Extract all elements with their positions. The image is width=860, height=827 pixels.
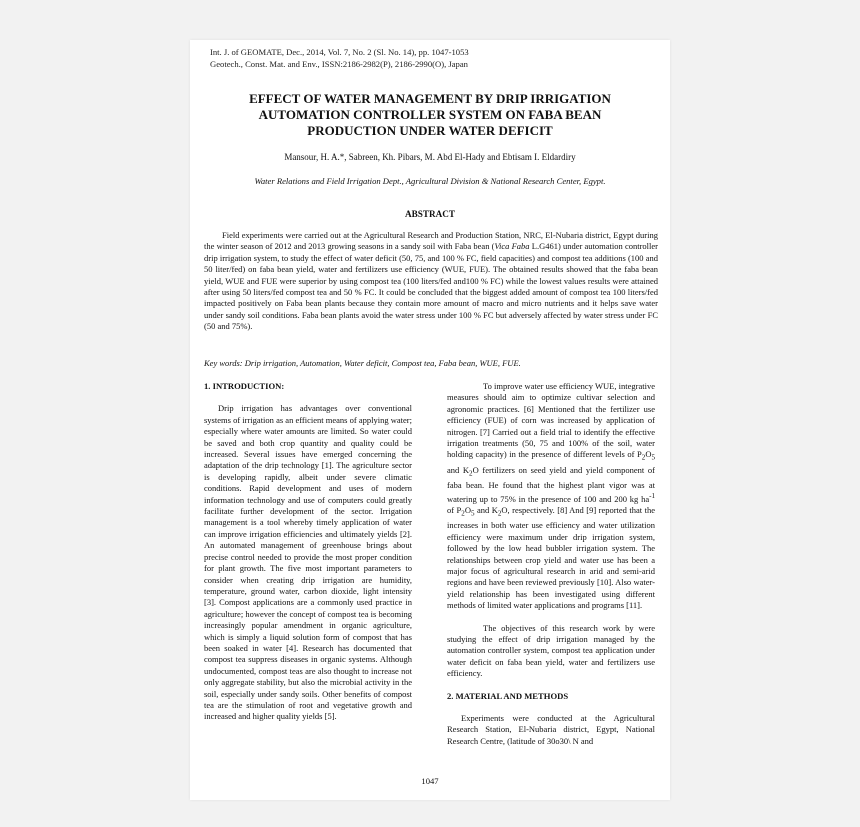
p2-and-k: and K bbox=[447, 464, 470, 475]
p2-sub-2: 2 bbox=[641, 454, 646, 463]
abstract-text-b: L.G461) under automation controller drip irrigation system, to study the effect of water deficit (50, 75, and 100 % FC, field capacities) and compost tea additions (100 and 50 liter/fed) on faba bean yield, water and fertilizers use efficiency (WUE, FUE). The obtained results showed that the faba bean yield, WUE and FUE were superior by using compost tea (100 liters/fed and100 % FC) while the lowest values results were attained after using 50 liters/fed compost tea and 50 % FC. It could be concluded that the biggest added amount of compost tea 100 liters/fed impacted positively on Faba bean plants because they contain more amount of macro and micro nutrients and it helps save water under sandy soil conditions. Faba bean plants avoid the water stress under 100 % FC but adversely affected by water stress under FC (50 and 75%). bbox=[204, 241, 658, 332]
journal-line-2: Geotech., Const. Mat. and Env., ISSN:2186-2982(P), 2186-2990(O), Japan bbox=[210, 59, 468, 69]
p2-sub-2b: 2 bbox=[469, 469, 473, 478]
paper-title bbox=[190, 91, 670, 139]
p2-text-b: fertilizers on seed yield and yield component of faba bean. He found that the highest plant vigor was at watering up to 75% in the presence of 100 and 200 kg ha bbox=[447, 464, 656, 504]
p2-sub-5b: 5 bbox=[470, 509, 475, 518]
intro-paragraph-3: The objectives of this research work by were studying the effect of drip irrigation managed by the automation controller system, compost tea application under water deficit on faba bean yield, water and fertilizers use efficiency. bbox=[447, 622, 655, 679]
author-list: Mansour, H. A.*, Sabreen, Kh. Pibars, M. Abd El-Hady and Ebtisam I. Eldardiry bbox=[284, 152, 576, 162]
p2-sub-2c: 2 bbox=[461, 509, 465, 518]
intro-paragraph-2 bbox=[447, 381, 655, 612]
p2-text-c: of P bbox=[447, 505, 462, 516]
methods-heading: 2. MATERIAL AND METHODS bbox=[447, 690, 569, 701]
p2-o-5b: O bbox=[464, 505, 471, 516]
p2-sub-5: 5 bbox=[651, 454, 655, 463]
page-number: 1047 bbox=[421, 776, 439, 786]
p2-text-e: O, respectively. [8] And [9] reported that the increases in both water use efficiency and water utilization efficiency were maximum under drip irrigation system, followed by the low head bubbler irrigation system. The relationships between crop yield and water use has been a major focus of agricultural research in arid and semi-arid regions and have been reviewed previously [10]. Also water-yield relationship has been investigated using different methods of limited water applications and programs [11]. bbox=[447, 505, 655, 611]
intro-paragraph-1: Drip irrigation has advantages over conventional systems of irrigation as an efficient means of applying water; especially where water amounts are limited. So water could be saved and both crop quantity and quality could be increased. Several issues have emerged concerning the adaptation of the drip technology [1]. The agriculture sector is developing rapidly, albeit under severe climatic conditions. Rapid development and uses of modern information technology and use of computers could greatly facilitate further development of the sector. Irrigation management is a tool whereby timely application of water can improve irrigation efficiencies and ultimately yields [2]. An automated management of greenhouse brings about precise control needed to provide the most proper condition for plant growth. The five most important parameters to consider when creating drip irrigation are humidity, temperature, ground water, carbon dioxide, light intensity [3]. Compost applications are a commonly used practice in agriculture; however the concept of compost tea is becoming increasingly popular amendment in organic agriculture, which is simply a liquid solution form of compost that has been soaked in water [4]. Research has documented that compost tea suppress diseases in organic systems. Although undocumented, compost teas are also thought to increase not only aggregate stability, but also the microbial activity in the soil, especially under sandy soils. Other benefits of compost tea are the stimulation of root and vegetative growth and increased and higher quality yields [5]. bbox=[204, 403, 412, 722]
title-line-3: PRODUCTION UNDER WATER DEFICIT bbox=[307, 123, 553, 138]
journal-line-1: Int. J. of GEOMATE, Dec., 2014, Vol. 7, No. 2 (Sl. No. 14), pp. 1047-1053 bbox=[210, 47, 469, 57]
column-left bbox=[204, 381, 412, 734]
abstract-heading: ABSTRACT bbox=[404, 209, 456, 219]
p2-o: O bbox=[472, 464, 479, 475]
column-right bbox=[447, 381, 655, 758]
p2-text-a: To improve water use efficiency WUE, integrative measures should aim to optimize cultivar selection and agronomic practices. [6] Mentioned that the fertilizer use efficiency (FUE) of corn was increased by application of nitrogen. [7] Carried out a field trial to identify the effective irrigation treatments (50, 75 and 100% of the soil, water holding capacity) in the presence of different levels of P bbox=[447, 381, 655, 460]
keywords: Key words: Drip irrigation, Automation, Water deficit, Compost tea, Faba bean, WUE, FUE. bbox=[204, 358, 521, 368]
p2-sub-2d: 2 bbox=[497, 509, 502, 518]
p2-sup: -1 bbox=[649, 492, 655, 501]
abstract-species: Vica Faba bbox=[494, 241, 530, 252]
title-line-2: AUTOMATION CONTROLLER SYSTEM ON FABA BEAN bbox=[258, 107, 602, 122]
paper-page bbox=[190, 40, 670, 800]
p2-text-d: and K bbox=[474, 505, 498, 516]
abstract-body bbox=[204, 230, 658, 333]
p2-o-5: O bbox=[645, 449, 652, 460]
abstract-text-a: Field experiments were carried out at the Agricultural Research and Production Station, NRC, El-Nubaria district, Egypt during the winter season of 2012 and 2013 growing seasons in a sandy soil with Faba bean ( bbox=[204, 230, 658, 252]
title-line-1: EFFECT OF WATER MANAGEMENT BY DRIP IRRIGATION bbox=[249, 91, 611, 106]
intro-heading: 1. INTRODUCTION: bbox=[204, 381, 285, 391]
journal-header bbox=[210, 46, 469, 70]
methods-paragraph-1: Experiments were conducted at the Agricultural Research Station, El-Nubaria district, Egypt, National Research Centre, (latitude of 30o30\ N and bbox=[447, 713, 655, 746]
affiliation: Water Relations and Field Irrigation Dept., Agricultural Division & National Research Center, Egypt. bbox=[254, 176, 606, 186]
